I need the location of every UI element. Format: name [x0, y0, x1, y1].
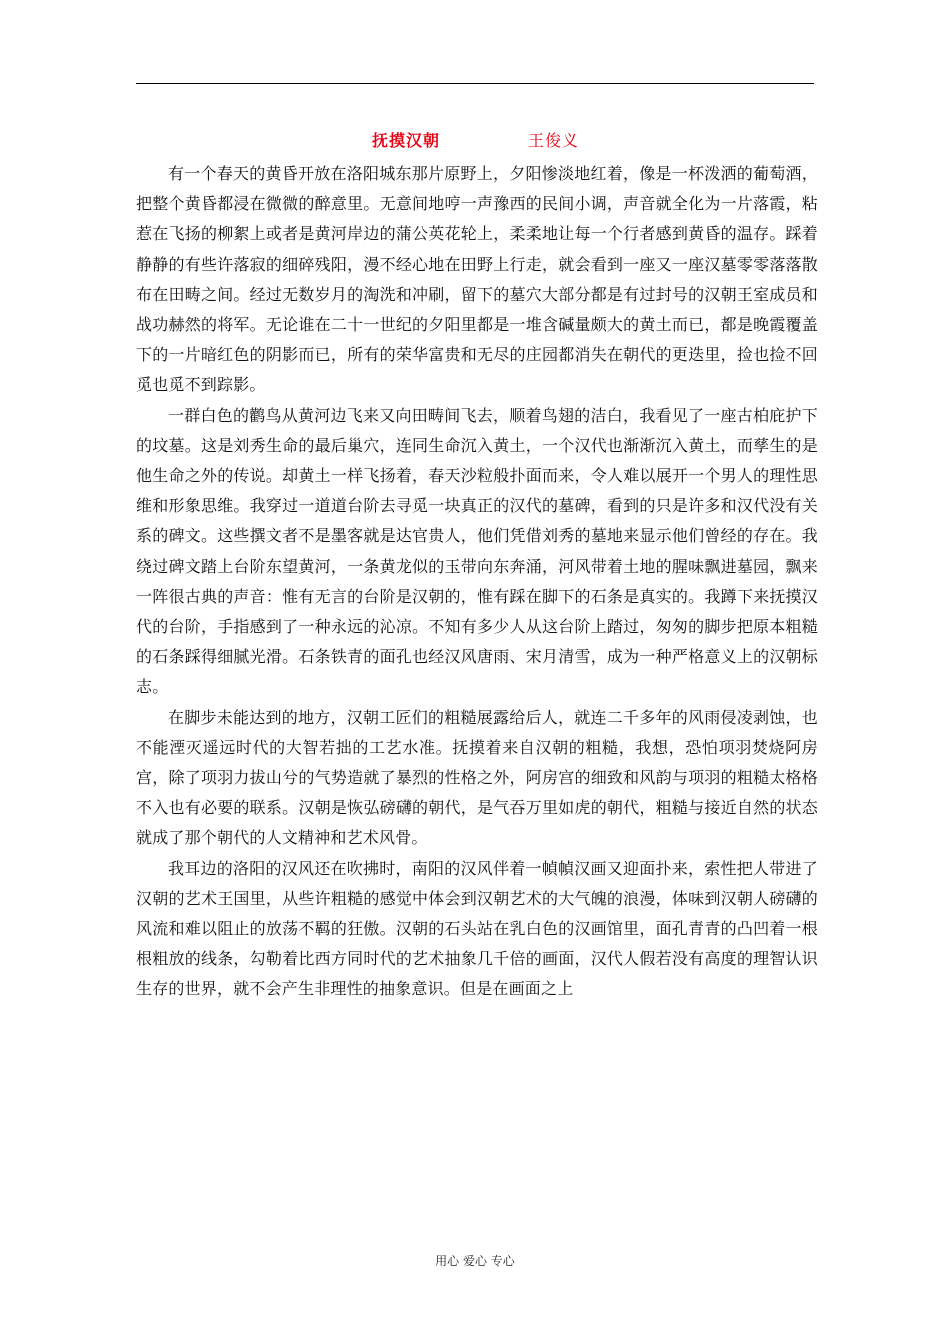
paragraph-1: 有一个春天的黄昏开放在洛阳城东那片原野上，夕阳惨淡地红着，像是一杯泼洒的葡萄酒，把整个黄昏都浸在微微的醉意里。无意间地哼一声豫西的民间小调，声音就全化为一片落霞，粘惹在飞扬的柳絮上或者是黄河岸边的蒲公英花轮上，柔柔地让每一个行者感到黄昏的温存。踩着静静的有些许落寂的细碎残阳，漫不经心地在田野上行走，就会看到一座又一座汉墓零零落落散布在田畴之间。经过无数岁月的淘洗和冲刷，留下的墓穴大部分都是有过封号的汉朝王室成员和战功赫然的将军。无论谁在二十一世纪的夕阳里都是一堆含碱量颇大的黄土而已，都是晚霞覆盖下的一片暗红色的阴影而已，所有的荣华富贵和无尽的庄园都消失在朝代的更迭里，捡也捡不回觅也觅不到踪影。: [136, 164, 818, 395]
title-line: [136, 126, 814, 152]
paragraph-4: 我耳边的洛阳的汉风还在吹拂时，南阳的汉风伴着一幀幀汉画又迎面扑来，索性把人带进了汉朝的艺术王国里，从些许粗糙的感觉中体会到汉朝艺术的大气魄的浪漫，体味到汉朝人磅礴的风流和难以阻止的放荡不羁的狂傲。汉朝的石头站在乳白色的汉画馆里，面孔青青的凸凹着一根根粗放的线条，勾勒着比西方同时代的艺术抽象几千倍的画面，汉代人假若没有高度的理智认识生存的世界，就不会产生非理性的抽象意识。但是在画面之上: [136, 858, 818, 999]
article-body: [136, 159, 818, 1005]
header-rule: [136, 83, 814, 84]
article-author: 王俊义: [528, 131, 580, 150]
paragraph-3: 在脚步未能达到的地方，汉朝工匠们的粗糙展露给后人，就连二千多年的风雨侵凌剥蚀，也不能湮灭遥远时代的大智若拙的工艺水准。抚摸着来自汉朝的粗糙，我想，恐怕项羽焚烧阿房宫，除了项羽力拔山兮的气势造就了暴烈的性格之外，阿房宫的细致和风韵与项羽的粗糙太格格不入也有必要的联系。汉朝是恢弘磅礴的朝代，是气吞万里如虎的朝代，粗糙与接近自然的状态就成了那个朝代的人文精神和艺术风骨。: [136, 707, 818, 848]
page-footer: 用心 爱心 专心: [435, 1254, 515, 1268]
paragraph-2: 一群白色的鹳鸟从黄河边飞来又向田畴间飞去，顺着鸟翅的洁白，我看见了一座古柏庇护下的坟墓。这是刘秀生命的最后巢穴，连同生命沉入黄土，一个汉代也渐渐沉入黄土，而孳生的是他生命之外的传说。却黄土一样飞扬着，春天沙粒般扑面而来，令人难以展开一个男人的理性思维和形象思维。我穿过一道道台阶去寻觅一块真正的汉代的墓碑，看到的只是许多和汉代没有关系的碑文。这些撰文者不是墨客就是达官贵人，他们凭借刘秀的墓地来显示他们曾经的存在。我绕过碑文踏上台阶东望黄河，一条黄龙似的玉带向东奔涌，河风带着土地的腥味飘进墓园，飘来一阵很古典的声音：惟有无言的台阶是汉朝的，惟有踩在脚下的石条是真实的。我蹲下来抚摸汉代的台阶，手指感到了一种永远的沁凉。不知有多少人从这台阶上踏过，匆匆的脚步把原本粗糙的石条踩得细腻光滑。石条铁青的面孔也经汉风唐雨、宋月清雪，成为一种严格意义上的汉朝标志。: [136, 405, 818, 697]
article-title: 抚摸汉朝: [372, 131, 441, 150]
